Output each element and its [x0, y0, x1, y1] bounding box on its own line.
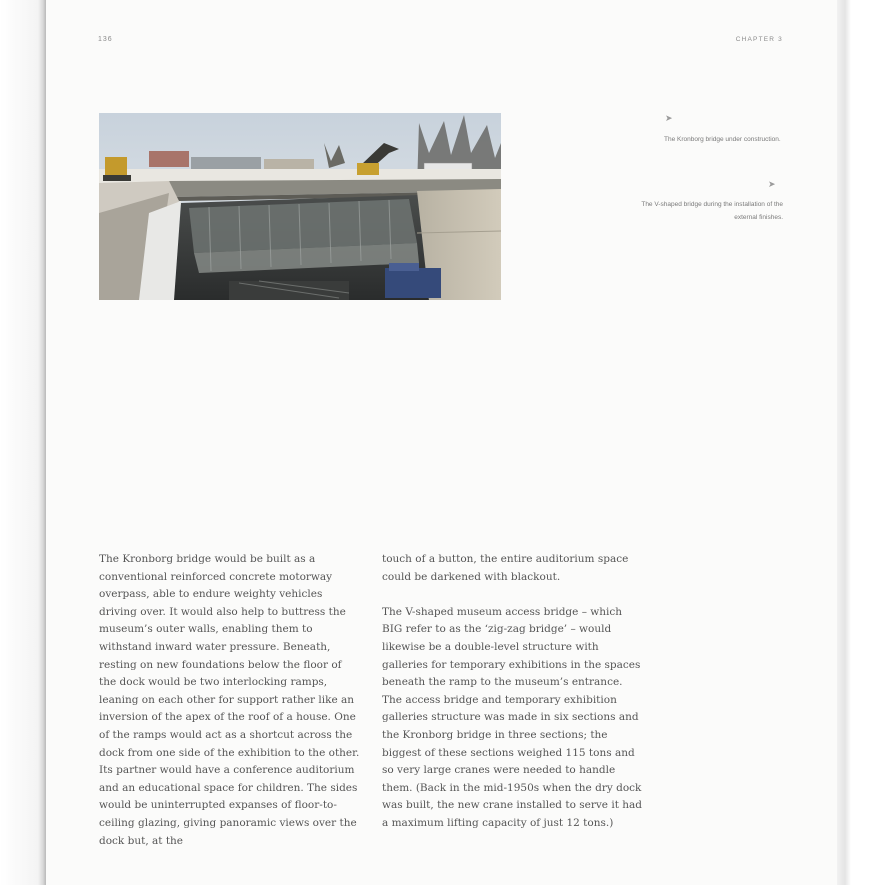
body-paragraph: The V-shaped museum access bridge – which BIG refer to as the ‘zig-zag bridge’ – would likewise be a double-level structure with galleries for temporary exhibitions in the spaces beneath the ramp to the museum’s entrance. The access bridge and temporary exhibition galleries structure was made in six sections and the Kronborg bridge in three sections; the biggest of these sections weighed 115 tons and so very large cranes were needed to handle them. (Back in the mid-1950s when the dry dock was built, the new crane installed to serve it had a maximum lifting capacity of just 12 tons.)	[382, 605, 642, 829]
body-paragraph: touch of a button, the entire auditorium space could be darkened with blackout.	[382, 553, 629, 583]
page-edge	[837, 0, 885, 885]
photo-caption: The Kronborg bridge under construction.	[664, 136, 781, 143]
body-column-right	[382, 551, 644, 833]
photo-caption: The V-shaped bridge during the installation of the external finishes.	[641, 201, 783, 221]
book-gutter-shadow	[0, 0, 46, 885]
construction-photo	[99, 113, 501, 300]
body-column-left	[99, 551, 361, 850]
arrow-icon: ➤	[665, 114, 673, 124]
page-number: 136	[98, 36, 113, 43]
body-paragraph: The Kronborg bridge would be built as a conventional reinforced concrete motorway overpass, able to endure weighty vehicles driving over. It would also help to buttress the museum’s outer walls, enabling them to withstand inward water pressure. Beneath, resting on new foundations below the floor of the dock would be two interlocking ramps, leaning on each other for support rather like an inversion of the apex of the roof of a house. One of the ramps would act as a shortcut across the dock from one side of the exhibition to the other. Its partner would have a conference auditorium and an educational space for children. The sides would be uninterrupted expanses of floor-to-ceiling glazing, giving panoramic views over the dock but, at the	[99, 553, 360, 847]
chapter-label: CHAPTER 3	[735, 36, 783, 43]
arrow-icon: ➤	[768, 180, 776, 190]
